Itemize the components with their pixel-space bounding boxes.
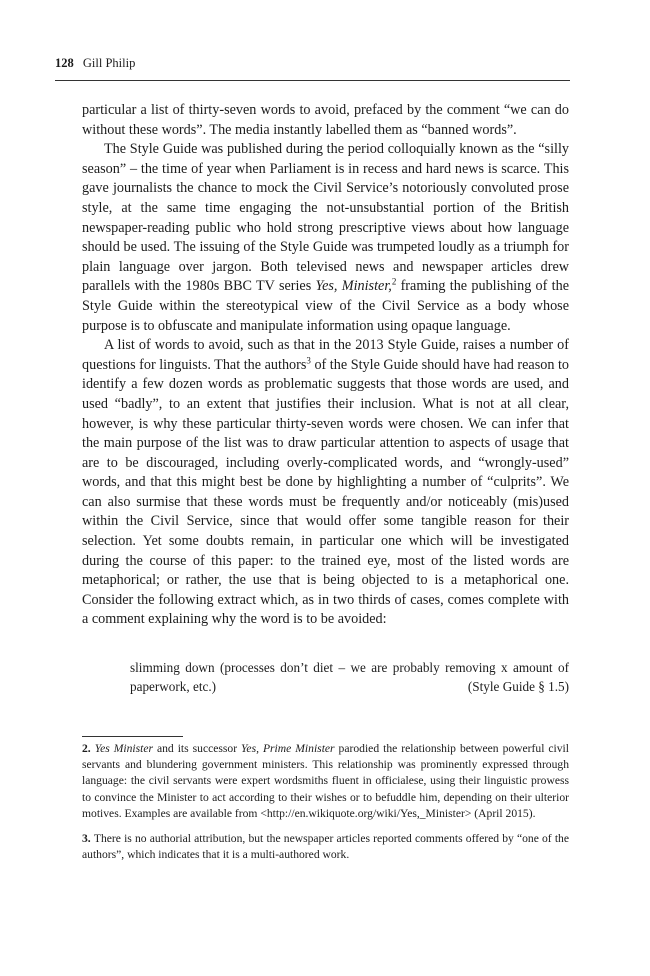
footnote-ref-3: 3 [306,354,311,365]
footnote-2-text-1: and its successor [153,742,242,755]
footnote-2-mark: 2. [82,742,91,755]
footnote-3-text: There is no authorial attribution, but the newspaper articles reported comments offered by “one of the authors”, which indicates that it is a multi-authored work. [82,832,569,862]
running-header-author: Gill Philip [82,56,136,70]
paragraph-3-text-start: A list of words to avoid, such as that in the 2013 Style Guide, raises a number of questions for linguists. That the authors [82,337,569,373]
footnote-2 [82,741,569,822]
footnotes [82,741,569,872]
footnote-3-mark: 3. [82,832,91,846]
block-quote-text: slimming down (processes don’t diet – we are probably removing x amount of paperwork, etc.) [130,660,569,694]
footnote-divider [82,736,183,737]
footnote-2-title-1: Yes Minister [94,742,153,755]
footnote-2-title-2: Yes, Prime Minister [241,742,335,755]
paragraph-2 [82,140,569,336]
running-header [55,56,570,81]
block-quote-source: (Style Guide § 1.5) [467,679,569,694]
footnote-3 [82,831,569,863]
footnote-ref-2: 2 [391,276,397,287]
paragraph-3-text-end: of the Style Guide should have had reason to identify a few dozen words as problematic suggests that those words are used, and used “badly”, to an extent that justifies their inclusion. What is not at all clear, however, is why these particular thirty-seven words were chosen. We can infer that the main purpose of the list was to draw particular attention to aspects of usage that are to be discouraged, including overly-complicated words, and “wrongly-used” words, and that this might best be done by highlighting a number of “culprits”. We can also surmise that these words must be frequently and/or noticeably (mis)used within the Civil Service, since that would offer some tangible reason for their selection. Yet some doubts remain, in particular one which will be investigated during the course of this paper: to the trained eye, most of the listed words are metaphorical; or rather, the use that is being objected to is a metaphorical one. Consider the following extract which, as in two thirds of cases, comes complete with a comment explaining why the word is to be avoided: [82,356,570,628]
paragraph-2-text-start: The Style Guide was published during the period colloquially known as the “silly season” – the time of year when Parliament is in recess and hard news is scarce. This gave journalists the chance to mock the Civil Service’s notoriously convoluted prose style, at the same time engaging the not-unsubstantial portion of the British newspaper-reading public who hold strong prescriptive views about how language should be used. The issuing of the Style Guide was trumpeted loudly as a triumph for plain language over jargon. Both televised news and newspaper articles drew parallels with the 1980s BBC TV series [82,141,569,295]
paragraph-1 [82,101,569,140]
series-title: Yes, Minister, [315,278,392,295]
footnote-2-text-2: parodied the relationship between powerful civil servants and blundering government ministers. This relationship was prominently expressed through language: the civil servants were expert wordsmiths fluent in officialese, using their linguistic prowess to convince the Minister to act according to their wishes or to befuddle him, depending on their ulterior motives. Examples are available from <http://en.wikiquote.org/wiki/Yes,_Minister> (April 2015). [82,742,570,820]
block-quote [130,658,569,696]
paragraph-1-text: particular a list of thirty-seven words to avoid, prefaced by the comment “we can do without these words”. The media instantly labelled them as “banned words”. [82,102,569,138]
body-text [82,101,569,630]
page-number: 128 [55,56,74,70]
paragraph-2-text-end: framing the publishing of the Style Guide within the stereotypical view of the Civil Service as a body whose purpose is to obfuscate and manipulate information using opaque language. [82,278,569,334]
paragraph-3 [82,336,569,630]
